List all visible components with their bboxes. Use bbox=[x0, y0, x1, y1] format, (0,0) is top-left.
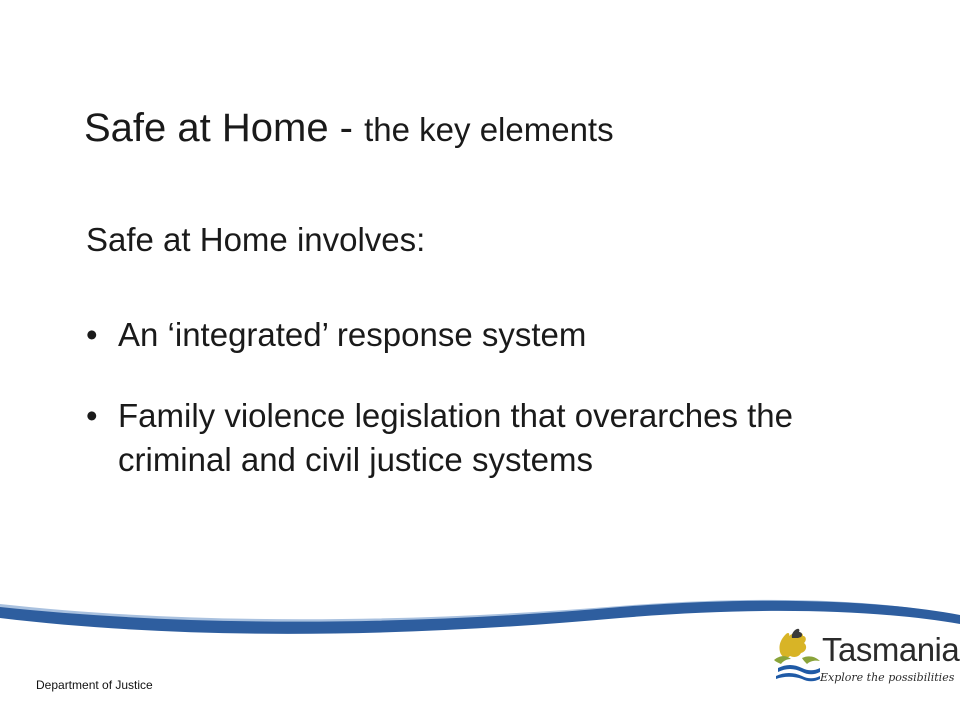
logo-tagline: Explore the possibilities bbox=[820, 671, 955, 684]
bullet-item bbox=[86, 394, 886, 482]
department-footer: Department of Justice bbox=[36, 678, 153, 692]
slide-title bbox=[84, 104, 614, 154]
logo-wordmark: Tasmania bbox=[822, 631, 960, 668]
bullet-icon: • bbox=[86, 316, 98, 353]
bullet-text: An ‘integrated’ response system bbox=[118, 316, 587, 353]
tasmania-emblem-icon bbox=[772, 624, 822, 682]
bullet-list bbox=[86, 313, 886, 482]
intro-text: Safe at Home involves: bbox=[86, 221, 426, 258]
bullet-text: Family violence legislation that overarches the criminal and civil justice systems bbox=[118, 397, 794, 478]
tasmania-logo bbox=[772, 624, 960, 690]
title-main: Safe at Home - bbox=[84, 106, 365, 150]
bullet-icon: • bbox=[86, 397, 98, 434]
title-subtitle: the key elements bbox=[364, 111, 614, 148]
bullet-item bbox=[86, 313, 886, 357]
